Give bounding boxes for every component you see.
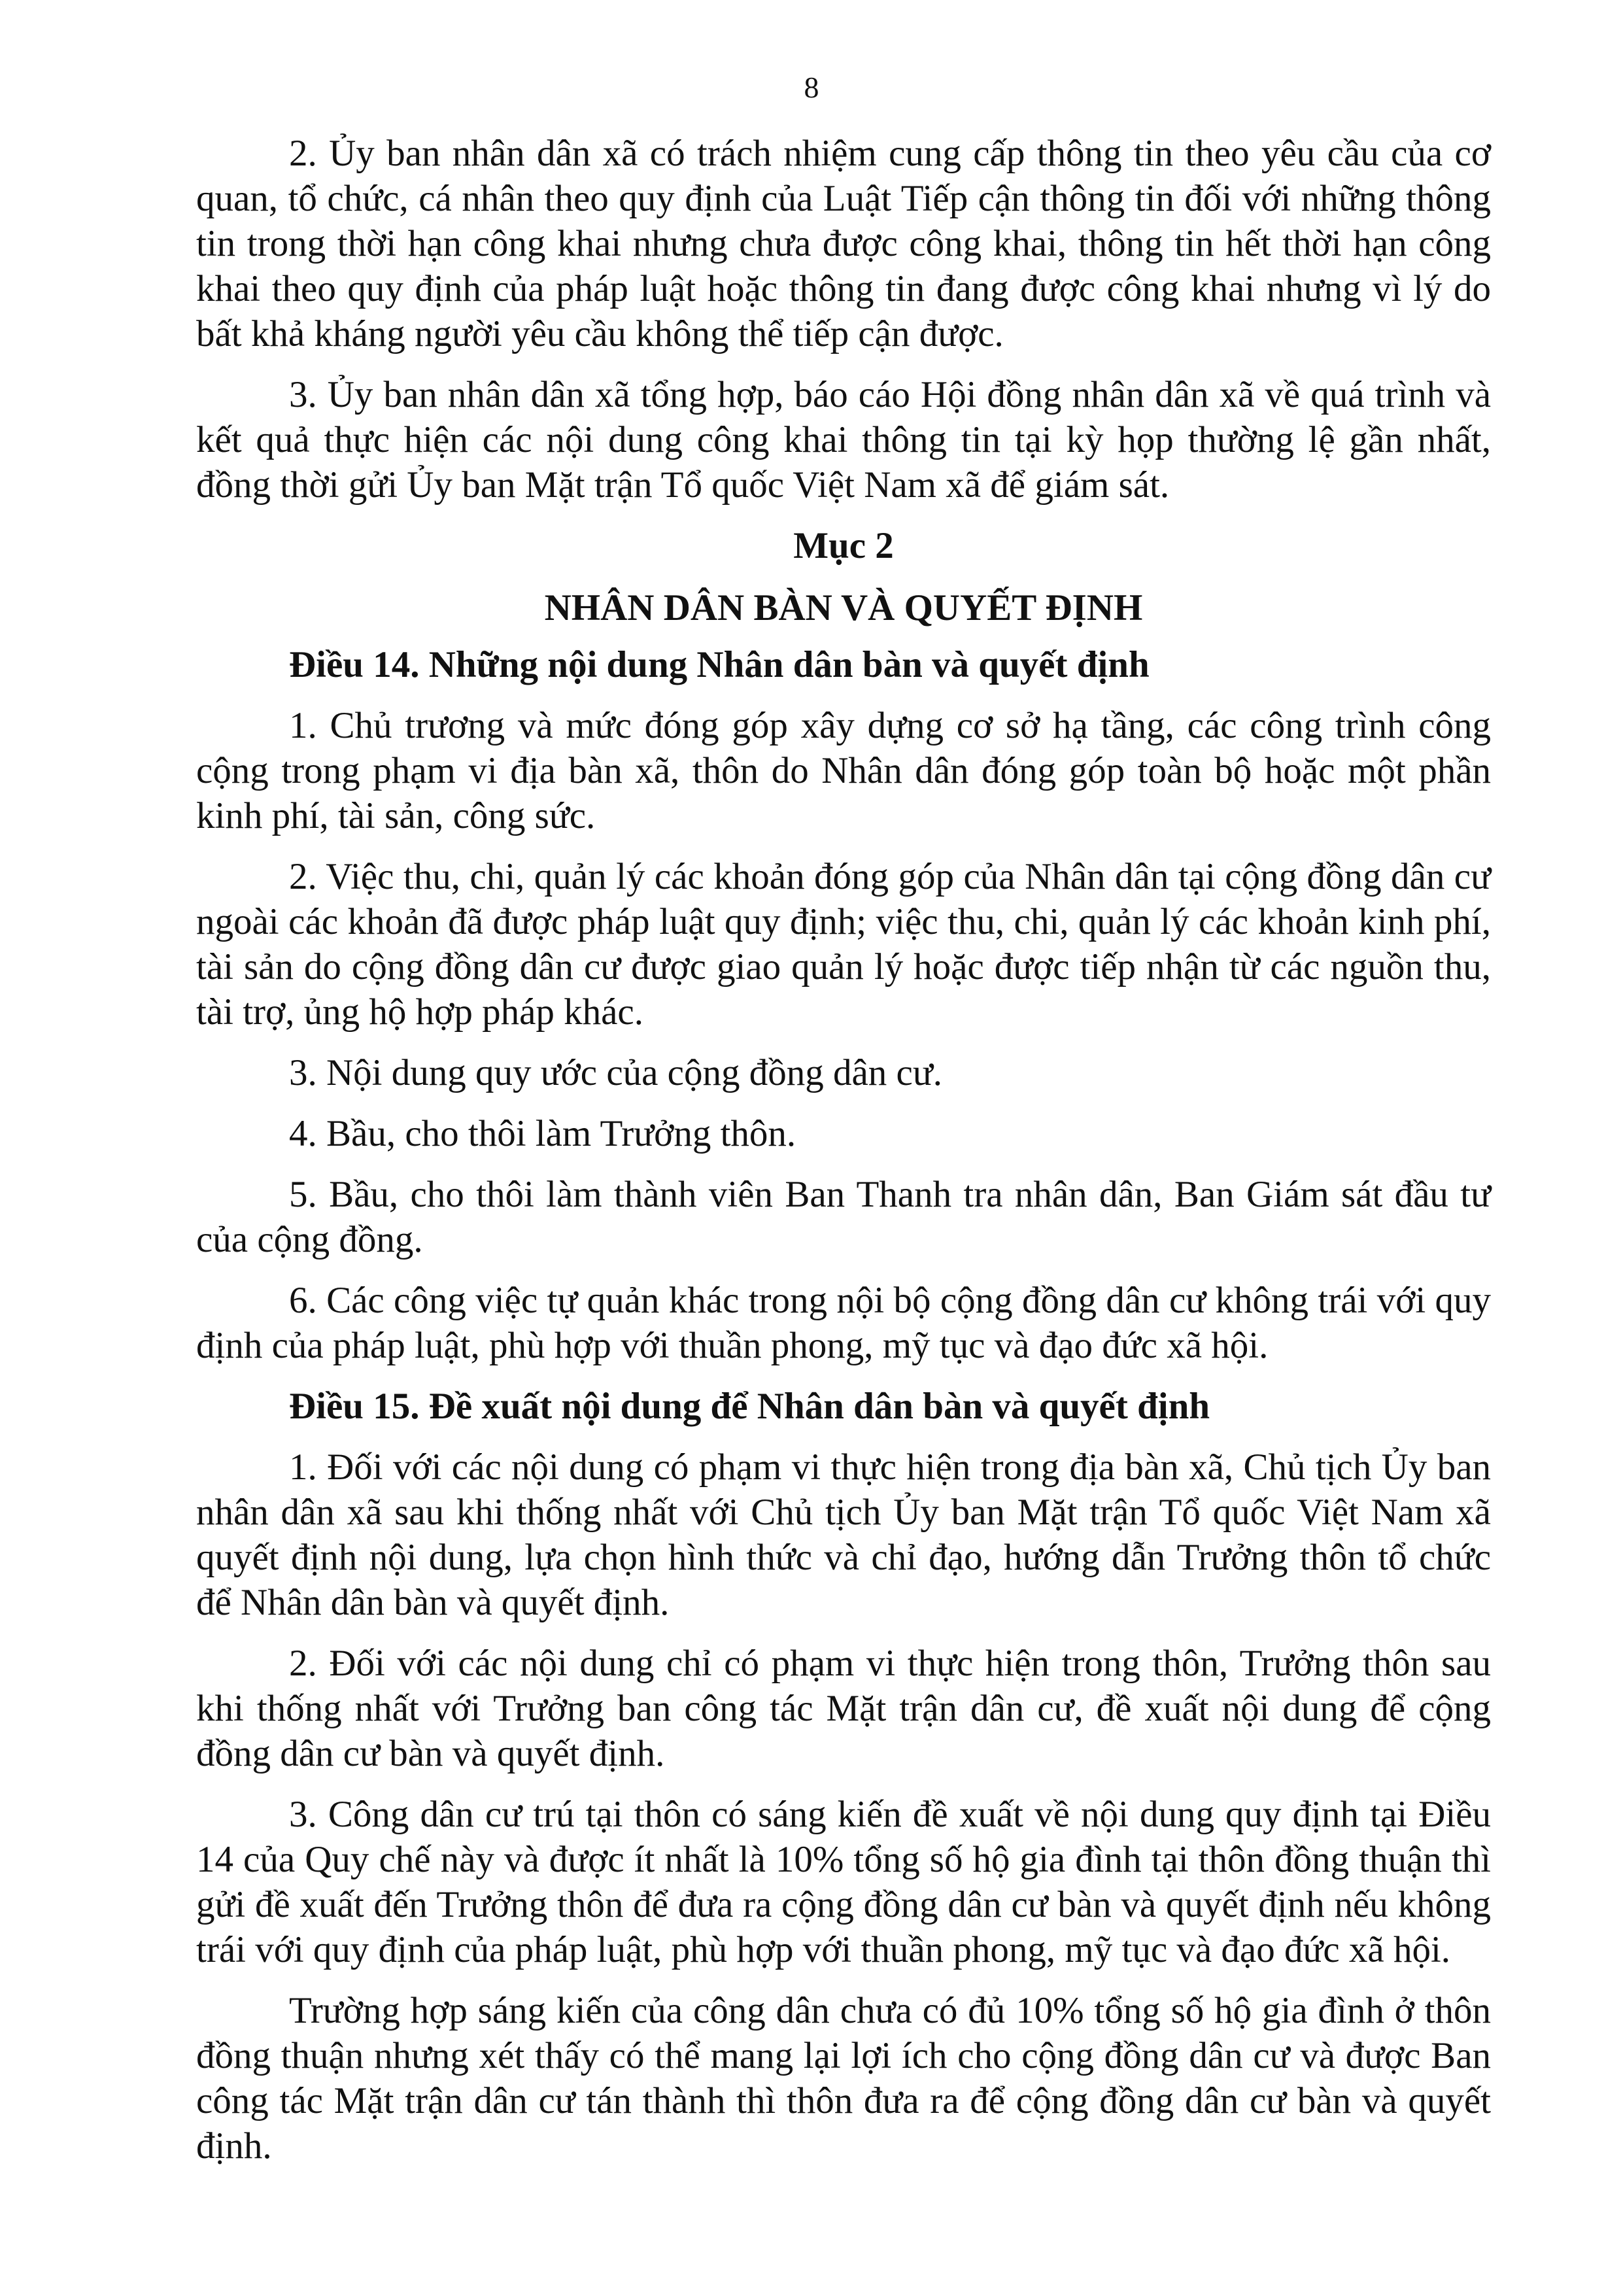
article-14-item: 3. Nội dung quy ước của cộng đồng dân cư. [289,1052,942,1093]
article-14-item: 2. Việc thu, chi, quản lý các khoản đóng góp của Nhân dân tại cộng đồng dân cư ngoài các khoản đã được pháp luật quy định; việc thu, chi, quản lý các khoản kinh phí, tài sản do cộng đồng dân cư được giao quản lý hoặc được tiếp nhận từ các nguồn thu, tài trợ, ủng hộ hợp pháp khác. [196,856,1491,1033]
article-15-item: 2. Đối với các nội dung chỉ có phạm vi thực hiện trong thôn, Trưởng thôn sau khi thống nhất với Trưởng ban công tác Mặt trận dân cư, đề xuất nội dung để cộng đồng dân cư bàn và quyết định. [196,1643,1491,1774]
document-body [196,131,1491,2184]
paragraph: 2. Ủy ban nhân dân xã có trách nhiệm cung cấp thông tin theo yêu cầu của cơ quan, tổ chức, cá nhân theo quy định của Luật Tiếp cận thông tin đối với những thông tin trong thời hạn công khai nhưng chưa được công khai, thông tin hết thời hạn công khai theo quy định của pháp luật hoặc thông tin đang được công khai nhưng vì lý do bất khả kháng người yêu cầu không thể tiếp cận được. [196,133,1491,354]
page-number: 8 [804,71,819,104]
article-14-item: 4. Bầu, cho thôi làm Trưởng thôn. [289,1113,796,1154]
article-15-item: Trường hợp sáng kiến của công dân chưa có đủ 10% tổng số hộ gia đình ở thôn đồng thuận nhưng xét thấy có thể mang lại lợi ích cho cộng đồng dân cư và được Ban công tác Mặt trận dân cư tán thành thì thôn đưa ra để cộng đồng dân cư bàn và quyết định. [196,1990,1491,2167]
article-14-title: Điều 14. Những nội dung Nhân dân bàn và quyết định [289,644,1150,685]
paragraph: 3. Ủy ban nhân dân xã tổng hợp, báo cáo Hội đồng nhân dân xã về quá trình và kết quả thực hiện các nội dung công khai thông tin tại kỳ họp thường lệ gần nhất, đồng thời gửi Ủy ban Mặt trận Tổ quốc Việt Nam xã để giám sát. [196,374,1491,505]
article-15-item: 1. Đối với các nội dung có phạm vi thực hiện trong địa bàn xã, Chủ tịch Ủy ban nhân dân xã sau khi thống nhất với Chủ tịch Ủy ban Mặt trận Tổ quốc Việt Nam xã quyết định nội dung, lựa chọn hình thức và chỉ đạo, hướng dẫn Trưởng thôn tổ chức để Nhân dân bàn và quyết định. [196,1447,1491,1623]
article-14-item: 1. Chủ trương và mức đóng góp xây dựng cơ sở hạ tầng, các công trình công cộng trong phạm vi địa bàn xã, thôn do Nhân dân đóng góp toàn bộ hoặc một phần kinh phí, tài sản, công sức. [196,705,1491,836]
section-title: NHÂN DÂN BÀN VÀ QUYẾT ĐỊNH [544,587,1143,628]
section-label: Mục 2 [793,525,894,566]
article-15-item: 3. Công dân cư trú tại thôn có sáng kiến đề xuất về nội dung quy định tại Điều 14 của Quy chế này và được ít nhất là 10% tổng số hộ gia đình tại thôn đồng thuận thì gửi đề xuất đến Trưởng thôn để đưa ra cộng đồng dân cư bàn và quyết định nếu không trái với quy định của pháp luật, phù hợp với thuần phong, mỹ tục và đạo đức xã hội. [196,1794,1491,1970]
article-14-item: 5. Bầu, cho thôi làm thành viên Ban Thanh tra nhân dân, Ban Giám sát đầu tư của cộng đồng. [196,1174,1491,1260]
article-14-item: 6. Các công việc tự quản khác trong nội bộ cộng đồng dân cư không trái với quy định của pháp luật, phù hợp với thuần phong, mỹ tục và đạo đức xã hội. [196,1280,1491,1366]
article-15-title: Điều 15. Đề xuất nội dung để Nhân dân bàn và quyết định [289,1386,1210,1427]
